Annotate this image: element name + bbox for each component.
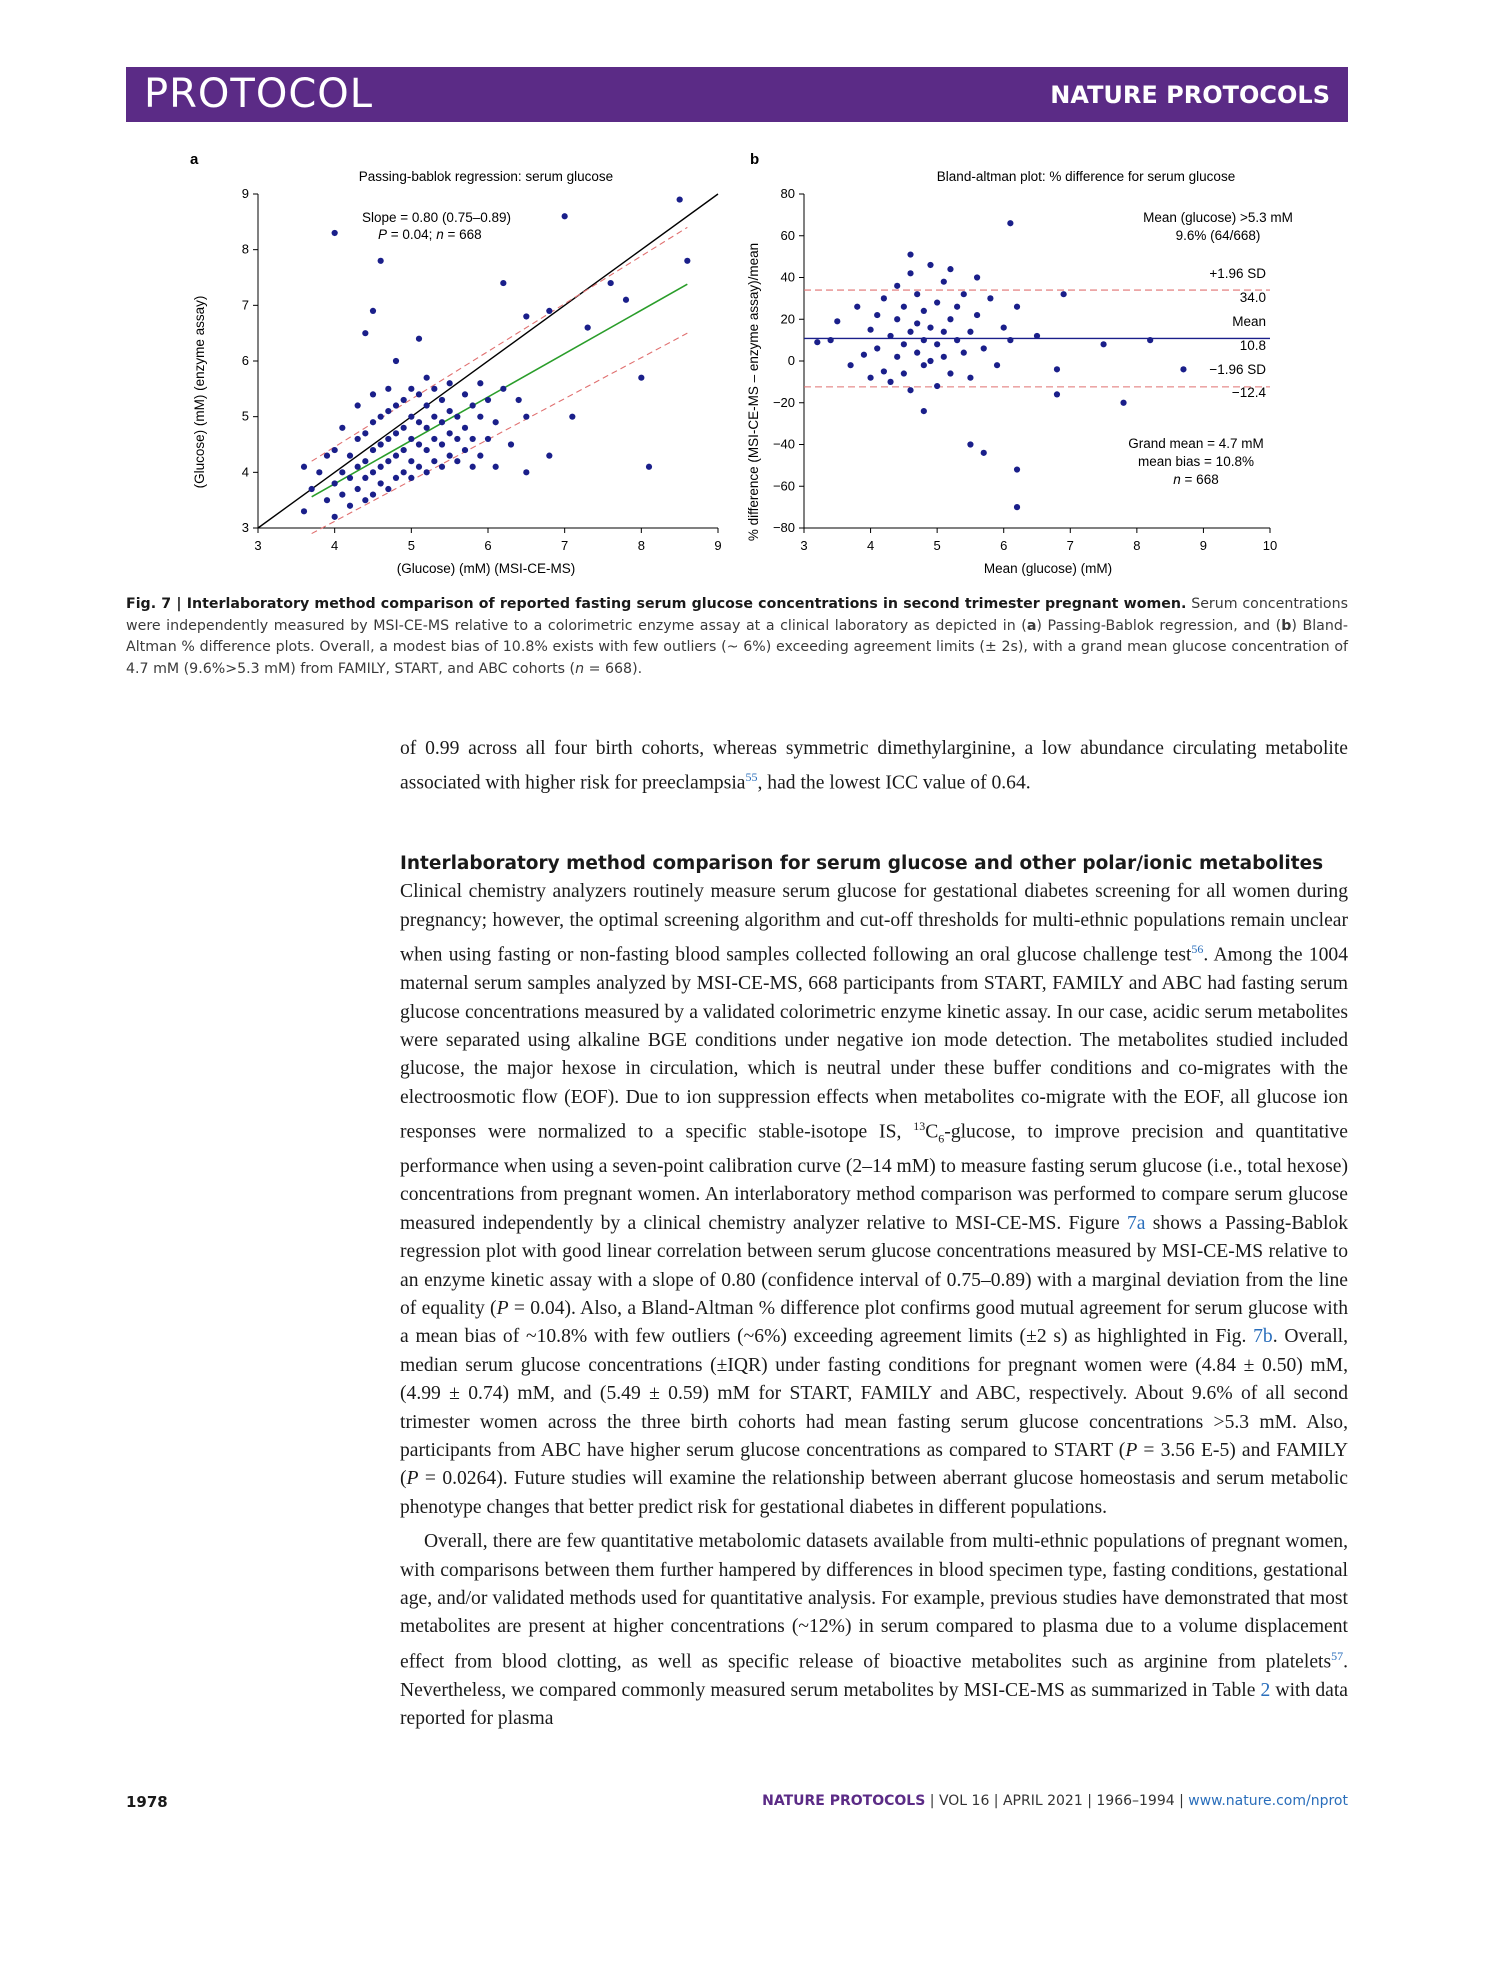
panel-a-data-point <box>385 386 391 392</box>
panel-b-y-tick-label: −40 <box>772 436 795 452</box>
panel-a-data-point <box>677 196 683 202</box>
panel-a-data-point <box>439 441 445 447</box>
caption-text-1: Serum concentrations were independently measured by MSI-CE-MS relative to a colorimetric enzyme assay at a clinical laboratory as depicted in ( <box>126 596 1348 634</box>
panel-b-x-tick-label: 10 <box>1262 538 1278 553</box>
journal-label: NATURE PROTOCOLS <box>1050 81 1330 109</box>
panel-a-ylabel: (Glucose) (mM) (enzyme assay) <box>192 295 207 489</box>
panel-a-data-point <box>623 297 629 303</box>
panel-b-data-point <box>881 368 887 374</box>
panel-b-data-point <box>961 291 967 297</box>
panel-b-box-line1: Mean (glucose) >5.3 mM <box>1143 210 1293 225</box>
panel-a-data-point <box>447 380 453 386</box>
panel-b-data-point <box>1054 391 1060 397</box>
reference-57-link[interactable]: 57 <box>1331 1648 1344 1663</box>
panel-a-data-point <box>385 458 391 464</box>
panel-a-data-point <box>385 486 391 492</box>
paragraph-1-text-f: . Overall, median serum glucose concentrations (±IQR) under fasting conditions for pregnant women were (4.84 ± 0.50) mM, (4.99 ± 0.74) mM, and (5.49 ± 0.59) mM for START, FAMILY and ABC, respectively. About 9.6% of all second trimester women across the three birth cohorts had mean fasting serum glucose concentrations >5.3 mM. Also, participants from ABC have higher serum glucose concentrations as compared to START ( <box>400 1326 1348 1462</box>
panel-a-data-point <box>378 480 384 486</box>
panel-a-data-point <box>393 402 399 408</box>
panel-b-x-tick-label: 4 <box>866 538 875 553</box>
panel-a-data-point <box>316 469 322 475</box>
panel-a-data-point <box>401 469 407 475</box>
paragraph-0-text-a: of 0.99 across all four birth cohorts, whereas symmetric dimethylarginine, a low abundance circulating metabolite associated with higher risk for preeclampsia <box>400 738 1348 794</box>
panel-b-y-tick-label: −80 <box>772 520 795 535</box>
panel-a-data-point <box>477 380 483 386</box>
panel-a-data-point <box>332 514 338 520</box>
panel-a-data-point <box>424 469 430 475</box>
panel-a-x-tick-label: 3 <box>254 538 262 553</box>
panel-b-data-point <box>921 362 927 368</box>
panel-a-data-point <box>439 464 445 470</box>
panel-a-data-point <box>347 453 353 459</box>
panel-b-data-point <box>887 379 893 385</box>
panel-a-y-tick-label: 9 <box>241 186 249 201</box>
panel-a-p-value: = 0.04; <box>387 227 437 242</box>
panel-b-data-point <box>941 279 947 285</box>
panel-a-data-point <box>362 458 368 464</box>
paragraph-1-text-c: -glucose, to improve precision and quantitative performance when using a seven-point calibration curve (2–14 mM) to measure fasting serum glucose (i.e., total hexose) concentrations from pregnant women. An interlaboratory method comparison was performed to compare serum glucose measured independently by a clinical chemistry analyzer relative to MSI-CE-MS. Figure <box>400 1121 1348 1234</box>
footer-citation <box>762 1793 1348 1809</box>
panel-b-data-point <box>907 251 913 257</box>
panel-a-data-point <box>447 430 453 436</box>
panel-b-data-point <box>1014 304 1020 310</box>
panel-b-upper-value: 34.0 <box>1239 290 1266 305</box>
panel-a-data-point <box>546 308 552 314</box>
panel-a-data-point <box>477 414 483 420</box>
panel-a-data-point <box>362 497 368 503</box>
panel-a-data-point <box>508 441 514 447</box>
panel-a-data-point <box>401 397 407 403</box>
p-symbol: P <box>496 1298 509 1319</box>
panel-a-data-point <box>454 458 460 464</box>
panel-b-data-point <box>994 362 1000 368</box>
panel-b-mean-label: Mean <box>1232 314 1266 329</box>
panel-a-data-point <box>362 330 368 336</box>
panel-a-data-point <box>462 391 468 397</box>
caption-text-4: = 668). <box>584 660 643 677</box>
panel-b-data-point <box>1061 291 1067 297</box>
panel-a-data-point <box>470 402 476 408</box>
footer-separator: | <box>925 1793 939 1809</box>
panel-b-data-point <box>927 262 933 268</box>
isotope-carbon: C <box>925 1121 939 1143</box>
panel-a-data-point <box>355 486 361 492</box>
panel-a-y-tick-label: 6 <box>241 353 249 368</box>
panel-b-data-point <box>901 370 907 376</box>
panel-b-chart <box>746 169 1293 576</box>
panel-a-y-tick-label: 3 <box>241 520 249 535</box>
panel-a-data-point <box>324 453 330 459</box>
panel-b-x-tick-label: 3 <box>800 538 808 553</box>
panel-a-p-label: P <box>378 227 388 242</box>
panel-a-data-point <box>347 503 353 509</box>
panel-b-data-point <box>981 345 987 351</box>
caption-text-2: ) Passing-Bablok regression, and ( <box>1036 617 1282 634</box>
footer-pages: 1966–1994 <box>1096 1793 1175 1809</box>
panel-a-data-point <box>370 419 376 425</box>
panel-b-data-point <box>867 375 873 381</box>
panel-b-data-point <box>1054 366 1060 372</box>
panel-b-x-tick-label: 6 <box>1000 538 1008 553</box>
panel-b-data-point <box>947 316 953 322</box>
panel-a-data-point <box>378 441 384 447</box>
panel-a-data-point <box>431 436 437 442</box>
panel-b-data-point <box>1147 337 1153 343</box>
panel-b-data-point <box>934 341 940 347</box>
panel-a-data-point <box>332 480 338 486</box>
panel-b-data-point <box>1007 337 1013 343</box>
paragraph-2-text-b: . Nevertheless, we compared commonly measured serum metabolites by MSI-CE-MS as summarized in Table <box>400 1651 1348 1701</box>
panel-a-regression-line <box>312 284 688 497</box>
panel-b-data-point <box>934 299 940 305</box>
body-text-column <box>400 735 1348 1734</box>
section-label: PROTOCOL <box>144 71 374 117</box>
panel-a-data-point <box>370 391 376 397</box>
figure-caption <box>126 594 1348 680</box>
panel-b-data-point <box>1014 504 1020 510</box>
panel-a-data-point <box>470 436 476 442</box>
panel-a-data-point <box>447 408 453 414</box>
panel-a-data-point <box>416 464 422 470</box>
panel-b-y-tick-label: 60 <box>780 227 795 243</box>
panel-a-data-point <box>370 492 376 498</box>
panel-b-lower-value: −12.4 <box>1231 385 1266 400</box>
panel-a-title: Passing-bablok regression: serum glucose <box>358 169 614 184</box>
panel-a-x-tick-label: 4 <box>331 538 339 553</box>
panel-b-data-point <box>828 337 834 343</box>
panel-a-data-point <box>416 441 422 447</box>
panel-a-data-point <box>477 453 483 459</box>
panel-a-y-tick-label: 4 <box>241 464 249 480</box>
panel-b-letter: b <box>750 151 760 168</box>
panel-a-data-point <box>378 258 384 264</box>
panel-a-data-point <box>370 447 376 453</box>
panel-a-data-point <box>546 453 552 459</box>
panel-a-data-point <box>424 402 430 408</box>
panel-b-data-point <box>1014 466 1020 472</box>
panel-b-n-value: = 668 <box>1180 472 1219 487</box>
panel-a-identity-line <box>258 194 718 528</box>
panel-b-data-point <box>867 327 873 333</box>
panel-a-letter: a <box>190 151 199 168</box>
panel-a-data-point <box>493 464 499 470</box>
panel-b-data-point <box>887 333 893 339</box>
panel-b-xlabel: Mean (glucose) (mM) <box>983 561 1113 576</box>
panel-b-data-point <box>921 408 927 414</box>
panel-a-data-point <box>638 375 644 381</box>
panel-a-n-label: n <box>436 227 444 242</box>
panel-a-data-point <box>408 458 414 464</box>
panel-b-x-tick-label: 5 <box>933 538 941 553</box>
panel-a-data-point <box>569 414 575 420</box>
p-symbol: P <box>1125 1440 1138 1462</box>
panel-b-data-point <box>834 318 840 324</box>
panel-a-data-point <box>362 430 368 436</box>
panel-a-data-point <box>500 280 506 286</box>
panel-a-data-point <box>393 453 399 459</box>
panel-a-y-tick-label: 5 <box>241 408 249 424</box>
reference-55-link[interactable]: 55 <box>745 770 758 785</box>
paragraph-1-text-d: shows a Passing-Bablok regression plot with good linear correlation between serum glucose concentrations measured by MSI-CE-MS relative to an enzyme kinetic assay with a slope of 0.80 (confidence interval of 0.75–0.89) with a marginal deviation from the line of equality ( <box>400 1212 1348 1319</box>
panel-b-y-tick-label: 20 <box>780 311 795 327</box>
panel-a-data-point <box>408 386 414 392</box>
panel-a-data-point <box>408 436 414 442</box>
reference-56-link[interactable]: 56 <box>1191 942 1204 957</box>
panel-b-upper-label: +1.96 SD <box>1209 266 1266 281</box>
panel-b-data-point <box>947 370 953 376</box>
panel-a-data-point <box>332 447 338 453</box>
panel-a-y-tick-label: 8 <box>241 241 249 257</box>
panel-b-data-point <box>914 350 920 356</box>
panel-b-n-label: n <box>1173 472 1181 487</box>
panel-a-data-point <box>608 280 614 286</box>
panel-a-data-point <box>401 447 407 453</box>
panel-b-data-point <box>947 266 953 272</box>
panel-b-data-point <box>861 352 867 358</box>
panel-b-data-point <box>954 304 960 310</box>
panel-a-stats-annotation <box>378 227 482 242</box>
panel-b-data-point <box>814 339 820 345</box>
paragraph-0 <box>400 735 1348 798</box>
section-heading: Interlaboratory method comparison for serum glucose and other polar/ionic metabolites <box>400 853 1324 875</box>
panel-b-data-point <box>967 441 973 447</box>
panel-a-data-point <box>439 397 445 403</box>
panel-a-data-point <box>370 469 376 475</box>
panel-a-data-point <box>416 391 422 397</box>
panel-b-data-point <box>941 354 947 360</box>
panel-b-ylabel: % difference (MSI-CE-MS – enzyme assay)/mean <box>746 242 761 542</box>
panel-b-x-tick-label: 7 <box>1066 538 1074 553</box>
panel-a-data-point <box>454 436 460 442</box>
panel-b-data-point <box>874 345 880 351</box>
panel-b-data-point <box>1001 325 1007 331</box>
isotope-superscript: 13 <box>913 1119 926 1134</box>
panel-a-data-point <box>424 447 430 453</box>
panel-a-data-point <box>370 308 376 314</box>
panel-b-data-point <box>907 270 913 276</box>
panel-a-upper-ci-line <box>312 227 688 461</box>
panel-a-data-point <box>332 230 338 236</box>
paragraph-2-text-a: Overall, there are few quantitative metabolomic datasets available from multi-ethnic populations of pregnant women, with comparisons between them further hampered by differences in blood specimen type, fasting conditions, gestational age, and/or validated methods used for quantitative analysis. For example, previous studies have demonstrated that most metabolites are present at higher concentrations (~12%) in serum compared to plasma due to a volume displacement effect from blood clotting, as well as specific release of bioactive metabolites such as arginine from platelets <box>400 1531 1348 1673</box>
panel-a-data-point <box>378 464 384 470</box>
panel-a-data-point <box>462 425 468 431</box>
panel-a-x-tick-label: 6 <box>484 538 492 553</box>
panel-b-data-point <box>848 362 854 368</box>
panel-b-data-point <box>874 312 880 318</box>
panel-b-stat-line3 <box>1173 472 1218 487</box>
panel-a-data-point <box>401 425 407 431</box>
panel-a-data-point <box>523 414 529 420</box>
panel-a-data-point <box>347 475 353 481</box>
panel-a-data-point <box>309 486 315 492</box>
paragraph-1-text-b: . Among the 1004 maternal serum samples analyzed by MSI-CE-MS, 668 participants from START, FAMILY and ABC had fasting serum glucose concentrations measured by a validated colorimetric enzyme kinetic assay. In our case, acidic serum metabolites were separated using alkaline BGE conditions under negative ion mode detection. The metabolites studied included glucose, the major hexose in circulation, which is neutral under these buffer conditions and co-migrates with the electroosmotic flow (EOF). Due to ion suppression effects when metabolites co-migrate with the EOF, all glucose ion responses were normalized to a specific stable-isotope IS, <box>400 944 1349 1143</box>
panel-a-data-point <box>355 436 361 442</box>
panel-b-y-tick-label: 0 <box>787 353 795 368</box>
panel-a-data-point <box>493 419 499 425</box>
panel-b-data-point <box>894 316 900 322</box>
panel-a-data-point <box>301 508 307 514</box>
caption-lead: Fig. 7 | Interlaboratory method comparison of reported fasting serum glucose concentrations in second trimester pregnant women. <box>126 596 1187 612</box>
panel-b-data-point <box>894 283 900 289</box>
panel-a-n-value: = 668 <box>443 227 482 242</box>
panel-b-data-point <box>967 329 973 335</box>
panel-a-data-point <box>416 336 422 342</box>
panel-b-data-point <box>934 383 940 389</box>
panel-a-data-point <box>454 414 460 420</box>
panel-b-data-point <box>854 304 860 310</box>
p-symbol: P <box>406 1468 419 1490</box>
footer-volume: VOL 16 <box>938 1793 990 1809</box>
panel-b-mean-value: 10.8 <box>1239 338 1266 353</box>
panel-a-data-point <box>462 447 468 453</box>
panel-b-data-point <box>1100 341 1106 347</box>
panel-a-data-point <box>339 492 345 498</box>
panel-a-data-point <box>516 397 522 403</box>
panel-a-data-point <box>393 358 399 364</box>
panel-b-stat-line1: Grand mean = 4.7 mM <box>1128 436 1264 451</box>
footer-journal: NATURE PROTOCOLS <box>762 1793 926 1809</box>
panel-b-data-point <box>927 325 933 331</box>
panel-a-data-point <box>485 397 491 403</box>
panel-b-data-point <box>901 304 907 310</box>
panel-a-data-point <box>585 325 591 331</box>
panel-b-data-point <box>921 308 927 314</box>
footer-separator: | <box>989 1793 1003 1809</box>
footer-separator: | <box>1174 1793 1189 1809</box>
panel-a-x-tick-label: 5 <box>407 538 415 553</box>
caption-text-3: ) Bland-Altman % difference plots. Overall, a modest bias of 10.8% exists with few outliers (~ 6%) exceeding agreement limits (± 2s), with a grand mean glucose concentration of 4.7 mM (9.6%>5.3 mM) from FAMILY, START, and ABC cohorts ( <box>126 617 1348 677</box>
panel-b-data-point <box>914 320 920 326</box>
panel-b-data-point <box>907 387 913 393</box>
paragraph-1-text-a: Clinical chemistry analyzers routinely measure serum glucose for gestational diabetes screening for all women during pregnancy; however, the optimal screening algorithm and cut-off thresholds for multi-ethnic populations remain unclear when using fasting or non-fasting blood samples collected following an oral glucose challenge test <box>400 881 1348 966</box>
panel-a-data-point <box>378 414 384 420</box>
panel-a-chart <box>192 169 722 576</box>
panel-a-data-point <box>355 402 361 408</box>
panel-a-y-tick-label: 7 <box>241 297 249 313</box>
figure-7 <box>126 150 1348 590</box>
panel-b-y-tick-label: 40 <box>780 269 795 285</box>
table-2-link[interactable]: 2 <box>1260 1679 1271 1701</box>
panel-a-data-point <box>355 464 361 470</box>
paragraph-1-text-h: = 0.0264). Future studies will examine the relationship between aberrant glucose homeostasis and serum metabolic phenotype changes that better predict risk for gestational diabetes in different populations. <box>400 1468 1348 1518</box>
panel-b-data-point <box>1180 366 1186 372</box>
panel-a-data-point <box>431 414 437 420</box>
isotope-subscript: 6 <box>938 1131 945 1146</box>
panel-a-xlabel: (Glucose) (mM) (MSI-CE-MS) <box>396 561 576 576</box>
panel-a-data-point <box>431 458 437 464</box>
panel-a-data-point <box>408 414 414 420</box>
panel-b-data-point <box>907 329 913 335</box>
footer-date: APRIL 2021 <box>1002 1793 1083 1809</box>
panel-b-data-point <box>981 450 987 456</box>
panel-a-data-point <box>431 386 437 392</box>
panel-a-data-point <box>416 419 422 425</box>
paragraph-0-text-b: , had the lowest ICC value of 0.64. <box>757 772 1031 794</box>
caption-panel-a: a <box>1026 617 1037 634</box>
panel-a-data-point <box>424 375 430 381</box>
figure-7a-link[interactable]: 7a <box>1126 1212 1146 1234</box>
panel-b-data-point <box>974 274 980 280</box>
panel-b-data-point <box>1007 220 1013 226</box>
panel-a-data-point <box>385 408 391 414</box>
panel-a-data-point <box>393 475 399 481</box>
panel-a-data-point <box>424 425 430 431</box>
panel-b-data-point <box>941 329 947 335</box>
panel-b-y-tick-label: −60 <box>772 478 795 494</box>
panel-a-data-point <box>324 497 330 503</box>
paragraph-1-text-e: = 0.04). Also, a Bland-Altman % difference plot confirms good mutual agreement for serum glucose with a mean bias of ~10.8% with few outliers (~6%) exceeding agreement limits (±2 s) as highlighted in Fig. <box>400 1298 1348 1348</box>
panel-a-x-tick-label: 8 <box>637 538 645 553</box>
panel-b-y-tick-label: −20 <box>772 394 795 410</box>
panel-a-x-tick-label: 9 <box>714 538 722 553</box>
panel-a-data-point <box>362 475 368 481</box>
figure-7b-link[interactable]: 7b <box>1253 1326 1273 1348</box>
panel-a-data-point <box>523 469 529 475</box>
footer-separator: | <box>1082 1793 1097 1809</box>
panel-a-slope-annotation: Slope = 0.80 (0.75–0.89) <box>362 210 511 225</box>
header-banner <box>126 67 1348 122</box>
panel-b-data-point <box>967 375 973 381</box>
panel-b-data-point <box>1120 400 1126 406</box>
panel-b-y-tick-label: 80 <box>780 186 795 201</box>
panel-b-title: Bland-altman plot: % difference for serum glucose <box>936 169 1236 184</box>
panel-b-data-point <box>1034 333 1040 339</box>
panel-b-data-point <box>894 354 900 360</box>
panel-a-data-point <box>301 464 307 470</box>
figure-7-svg <box>126 150 1348 590</box>
paragraph-2 <box>400 1528 1348 1733</box>
panel-b-x-tick-label: 9 <box>1199 538 1208 553</box>
footer-url-link[interactable]: www.nature.com/nprot <box>1188 1793 1348 1809</box>
paragraph-2-text-c: with data reported for plasma <box>400 1679 1348 1730</box>
panel-b-x-tick-label: 8 <box>1133 538 1141 553</box>
panel-b-data-point <box>974 312 980 318</box>
paragraph-1-text-g: = 3.56 E-5) and FAMILY ( <box>400 1440 1348 1490</box>
panel-a-data-point <box>646 464 652 470</box>
panel-a-data-point <box>500 386 506 392</box>
panel-a-data-point <box>485 436 491 442</box>
panel-b-data-point <box>961 350 967 356</box>
panel-a-data-point <box>339 469 345 475</box>
paragraph-1 <box>400 878 1348 1522</box>
panel-b-lower-label: −1.96 SD <box>1209 362 1266 377</box>
panel-b-data-point <box>901 341 907 347</box>
panel-a-data-point <box>562 213 568 219</box>
panel-a-data-point <box>523 313 529 319</box>
panel-a-data-point <box>339 425 345 431</box>
caption-n: n <box>575 660 585 677</box>
panel-b-data-point <box>881 295 887 301</box>
panel-a-data-point <box>470 464 476 470</box>
panel-b-box-line2: 9.6% (64/668) <box>1175 228 1261 243</box>
page-number: 1978 <box>126 1793 168 1811</box>
panel-b-data-point <box>954 337 960 343</box>
panel-a-x-tick-label: 7 <box>561 538 569 553</box>
panel-b-data-point <box>927 358 933 364</box>
panel-b-stat-line2: mean bias = 10.8% <box>1138 454 1254 469</box>
panel-a-data-point <box>684 258 690 264</box>
panel-a-data-point <box>439 419 445 425</box>
caption-panel-b: b <box>1281 617 1292 634</box>
panel-a-data-point <box>393 430 399 436</box>
panel-b-data-point <box>914 291 920 297</box>
panel-b-data-point <box>921 337 927 343</box>
panel-a-data-point <box>408 475 414 481</box>
panel-a-data-point <box>447 453 453 459</box>
panel-a-data-point <box>385 436 391 442</box>
panel-b-data-point <box>987 295 993 301</box>
